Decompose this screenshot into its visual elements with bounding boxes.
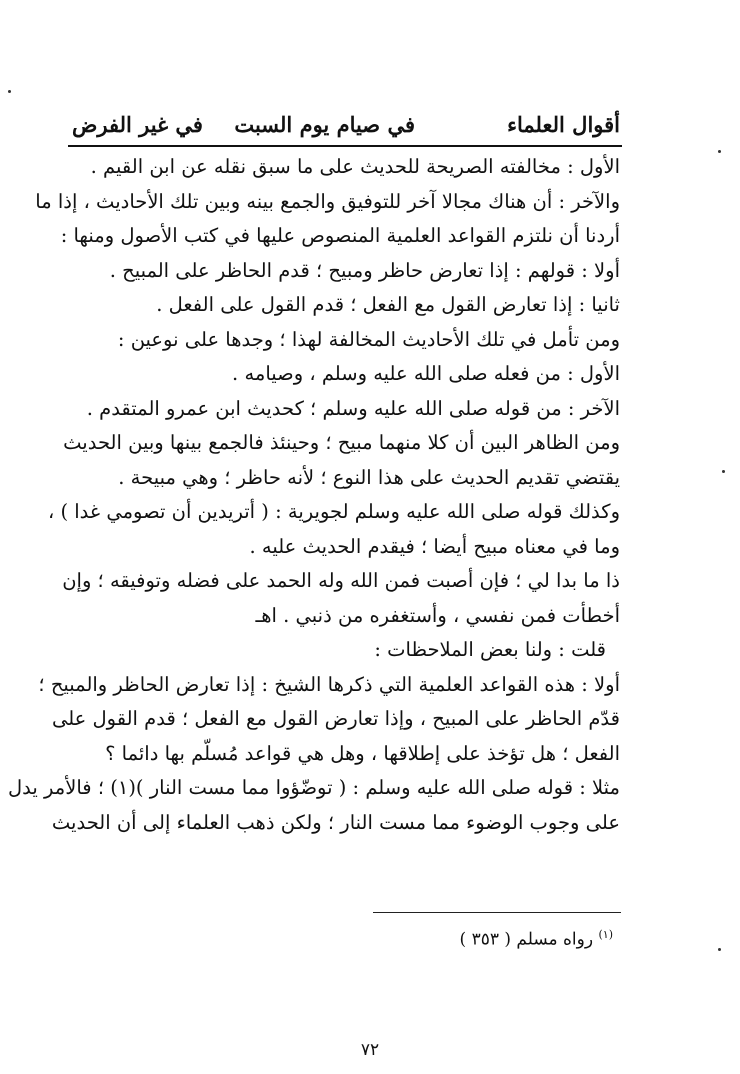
text-line: ثانيا : إذا تعارض القول مع الفعل ؛ قدم القول على الفعل .: [156, 293, 620, 316]
footnote: [460, 928, 613, 950]
text-line: ذا ما بدا لي ؛ فإن أصبت فمن الله وله الحمد على فضله وتوفيقه ؛ وإن: [62, 569, 620, 592]
text-line: قلت : ولنا بعض الملاحظات :: [374, 638, 606, 661]
text-line: الأول : من فعله صلى الله عليه وسلم ، وصيامه .: [232, 362, 620, 385]
text-line: الآخر : من قوله صلى الله عليه وسلم ؛ كحديث ابن عمرو المتقدم .: [86, 396, 620, 420]
header-book-title: أقوال العلماء: [507, 112, 620, 137]
text-line: أردنا أن نلتزم القواعد العلمية المنصوص عليها في كتب الأصول ومنها :: [60, 224, 620, 247]
page-number: ٧٢: [360, 1040, 380, 1060]
footnote-rule: [373, 912, 621, 913]
text-line: على وجوب الوضوء مما مست النار ؛ ولكن ذهب العلماء إلى أن الحديث: [51, 810, 620, 834]
scan-speck: [718, 150, 721, 153]
text-line: ومن الظاهر البين أن كلا منهما مبيح ؛ وحينئذ فالجمع بينها وبين الحديث: [63, 431, 620, 454]
header-chapter-title: في صيام يوم السبت: [234, 112, 415, 137]
scan-speck: [8, 90, 11, 93]
scan-speck: [722, 470, 725, 473]
text-line: أولا : هذه القواعد العلمية التي ذكرها الشيخ : إذا تعارض الحاظر والمبيح ؛: [38, 672, 620, 696]
text-line: مثلا : قوله صلى الله عليه وسلم : ( توضّؤوا مما مست النار )(١) ؛ فالأمر يدل: [8, 776, 620, 799]
header-rule: [68, 145, 622, 147]
footnote-marker: (١): [598, 928, 613, 941]
text-line: وما في معناه مبيح أيضا ؛ فيقدم الحديث عليه .: [249, 534, 620, 558]
text-line: يقتضي تقديم الحديث على هذا النوع ؛ لأنه حاظر ؛ وهي مبيحة .: [118, 465, 620, 489]
text-line: الفعل ؛ هل تؤخذ على إطلاقها ، وهل هي قواعد مُسلّم بها دائما ؟: [105, 741, 620, 765]
text-line: الأول : مخالفته الصريحة للحديث على ما سبق نقله عن ابن القيم .: [90, 155, 620, 178]
text-line: قدّم الحاظر على المبيح ، وإذا تعارض القول مع الفعل ؛ قدم القول على: [51, 707, 620, 730]
text-line: أخطأت فمن نفسي ، وأستغفره من ذنبي . اهـ: [255, 603, 620, 627]
footnote-text: رواه مسلم ( ٣٥٣ ): [459, 929, 594, 950]
scan-speck: [718, 948, 721, 951]
running-header: [72, 112, 620, 142]
text-line: أولا : قولهم : إذا تعارض حاظر ومبيح ؛ قدم الحاظر على المبيح .: [109, 258, 620, 282]
text-line: والآخر : أن هناك مجالا آخر للتوفيق والجمع بينه وبين تلك الأحاديث ، إذا ما: [35, 189, 620, 213]
text-line: ومن تأمل في تلك الأحاديث المخالفة لهذا ؛ وجدها على نوعين :: [117, 327, 620, 351]
text-line: وكذلك قوله صلى الله عليه وسلم لجويرية : ( أتريدين أن تصومي غدا ) ،: [47, 500, 620, 523]
header-section-title: في غير الفرض: [72, 112, 203, 137]
main-text: [8, 150, 620, 840]
